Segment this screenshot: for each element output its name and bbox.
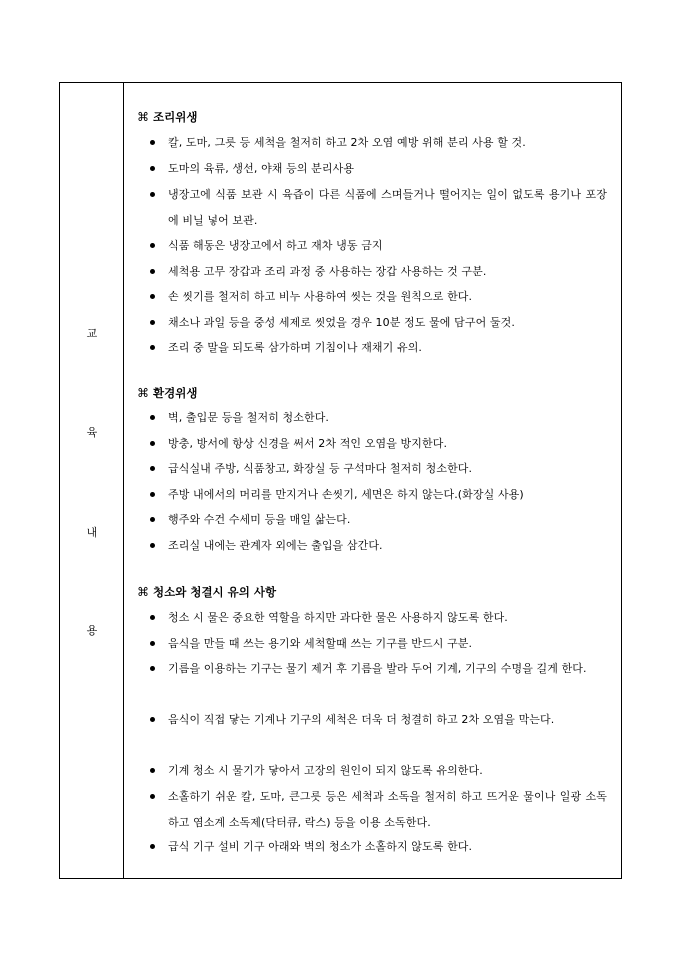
list-item — [168, 834, 607, 860]
section-title-text: 환경위생 — [153, 386, 198, 400]
label-char-4: 용 — [86, 624, 98, 637]
bullet-icon — [150, 415, 155, 420]
bullet-icon — [150, 543, 155, 548]
bullet-icon — [150, 140, 155, 145]
bullet-icon — [150, 243, 155, 248]
list-item-text: 도마의 육류, 생선, 야채 등의 분리사용 — [168, 162, 355, 175]
bullet-icon — [150, 615, 155, 620]
list-item-text: 냉장고에 식품 보관 시 육즙이 다른 식품에 스며들거나 떨어지는 일이 없도록 용기나 포장에 비닐 넣어 보관. — [168, 188, 607, 227]
list-item — [168, 784, 607, 835]
list-item — [168, 482, 607, 508]
list-item-text: 채소나 과일 등을 중성 세제로 씻었을 경우 10분 정도 물에 담구어 둘것. — [168, 316, 515, 329]
list-item-text: 조리 중 말을 되도록 삼가하며 기침이나 재채기 유의. — [168, 341, 423, 354]
list-item — [168, 605, 607, 631]
list-item — [168, 284, 607, 310]
list-item — [168, 405, 607, 431]
list-item — [168, 533, 607, 559]
list-item-text: 조리실 내에는 관계자 외에는 출입을 삼간다. — [168, 539, 383, 552]
list-item-text: 주방 내에서의 머리를 만지거나 손씻기, 세면은 하지 않는다.(화장실 사용) — [168, 488, 524, 501]
bullet-icon — [150, 441, 155, 446]
section-title — [137, 384, 197, 402]
section-mark-icon: ⌘ — [137, 110, 149, 124]
list-item-text: 음식을 만들 때 쓰는 용기와 세척할때 쓰는 기구를 반드시 구분. — [168, 637, 473, 650]
list-item-text: 기계 청소 시 물기가 닿아서 고장의 원인이 되지 않도록 유의한다. — [168, 764, 483, 777]
section-mark-icon: ⌘ — [137, 386, 149, 400]
list-item-text: 급식 기구 설비 기구 아래와 벽의 청소가 소홀하지 않도록 한다. — [168, 840, 473, 853]
content-column — [124, 83, 621, 878]
list-item-text: 청소 시 물은 중요한 역할을 하지만 과다한 물은 사용하지 않도록 한다. — [168, 611, 508, 624]
bullet-icon — [150, 666, 155, 671]
list-item — [168, 182, 607, 233]
bullet-icon — [150, 641, 155, 646]
education-content-table — [59, 82, 622, 879]
bullet-icon — [150, 768, 155, 773]
section-title — [137, 583, 276, 601]
bullet-icon — [150, 345, 155, 350]
list-item — [168, 456, 607, 482]
list-item-text: 칼, 도마, 그릇 등 세척을 철저히 하고 2차 오염 예방 위해 분리 사용 할 것. — [168, 136, 526, 149]
list-item — [168, 156, 607, 182]
list-item-text: 식품 해동은 냉장고에서 하고 재차 냉동 금지 — [168, 239, 383, 252]
list-item — [168, 631, 607, 657]
list-item — [168, 758, 607, 784]
bullet-icon — [150, 794, 155, 799]
list-item — [168, 507, 607, 533]
list-item — [168, 233, 607, 259]
list-item — [168, 130, 607, 156]
list-item-text: 손 씻기를 철저히 하고 비누 사용하여 씻는 것을 원칙으로 한다. — [168, 290, 473, 303]
bullet-icon — [150, 717, 155, 722]
list-item — [168, 656, 607, 682]
label-char-3: 내 — [86, 526, 98, 539]
list-item-text: 세척용 고무 장갑과 조리 과정 중 사용하는 장갑 사용하는 것 구분. — [168, 265, 487, 278]
list-item — [168, 431, 607, 457]
list-item-text: 음식이 직접 닿는 기계나 기구의 세척은 더욱 더 청결히 하고 2차 오염을 막는다. — [168, 713, 555, 726]
list-item-text: 기름을 이용하는 기구는 물기 제거 후 기름을 발라 두어 기계, 기구의 수명을 길게 한다. — [168, 662, 587, 675]
bullet-icon — [150, 492, 155, 497]
section-title — [137, 108, 197, 126]
list-item-text: 급식실내 주방, 식품창고, 화장실 등 구석마다 철저히 청소한다. — [168, 462, 473, 475]
label-column — [60, 83, 124, 878]
bullet-icon — [150, 192, 155, 197]
bullet-icon — [150, 166, 155, 171]
section-title-text: 청소와 청결시 유의 사항 — [153, 585, 277, 599]
section-mark-icon: ⌘ — [137, 585, 149, 599]
bullet-icon — [150, 466, 155, 471]
bullet-icon — [150, 269, 155, 274]
bullet-icon — [150, 320, 155, 325]
list-item — [168, 335, 607, 361]
list-item — [168, 259, 607, 285]
list-item — [168, 310, 607, 336]
list-item-text: 벽, 출입문 등을 철저히 청소한다. — [168, 411, 330, 424]
list-item-text: 행주와 수건 수세미 등을 매일 삶는다. — [168, 513, 351, 526]
bullet-icon — [150, 517, 155, 522]
bullet-icon — [150, 294, 155, 299]
list-item — [168, 707, 607, 733]
label-char-2: 육 — [86, 426, 98, 439]
list-item-text: 소홀하기 쉬운 칼, 도마, 큰그릇 등은 세척과 소독을 철저히 하고 뜨거운 물이나 일광 소독하고 염소계 소독제(닥터큐, 락스) 등을 이용 소독한다. — [168, 790, 607, 829]
list-item-text: 방충, 방서에 항상 신경을 써서 2차 적인 오염을 방지한다. — [168, 437, 448, 450]
bullet-icon — [150, 844, 155, 849]
section-title-text: 조리위생 — [153, 110, 198, 124]
label-char-1: 교 — [86, 327, 98, 340]
